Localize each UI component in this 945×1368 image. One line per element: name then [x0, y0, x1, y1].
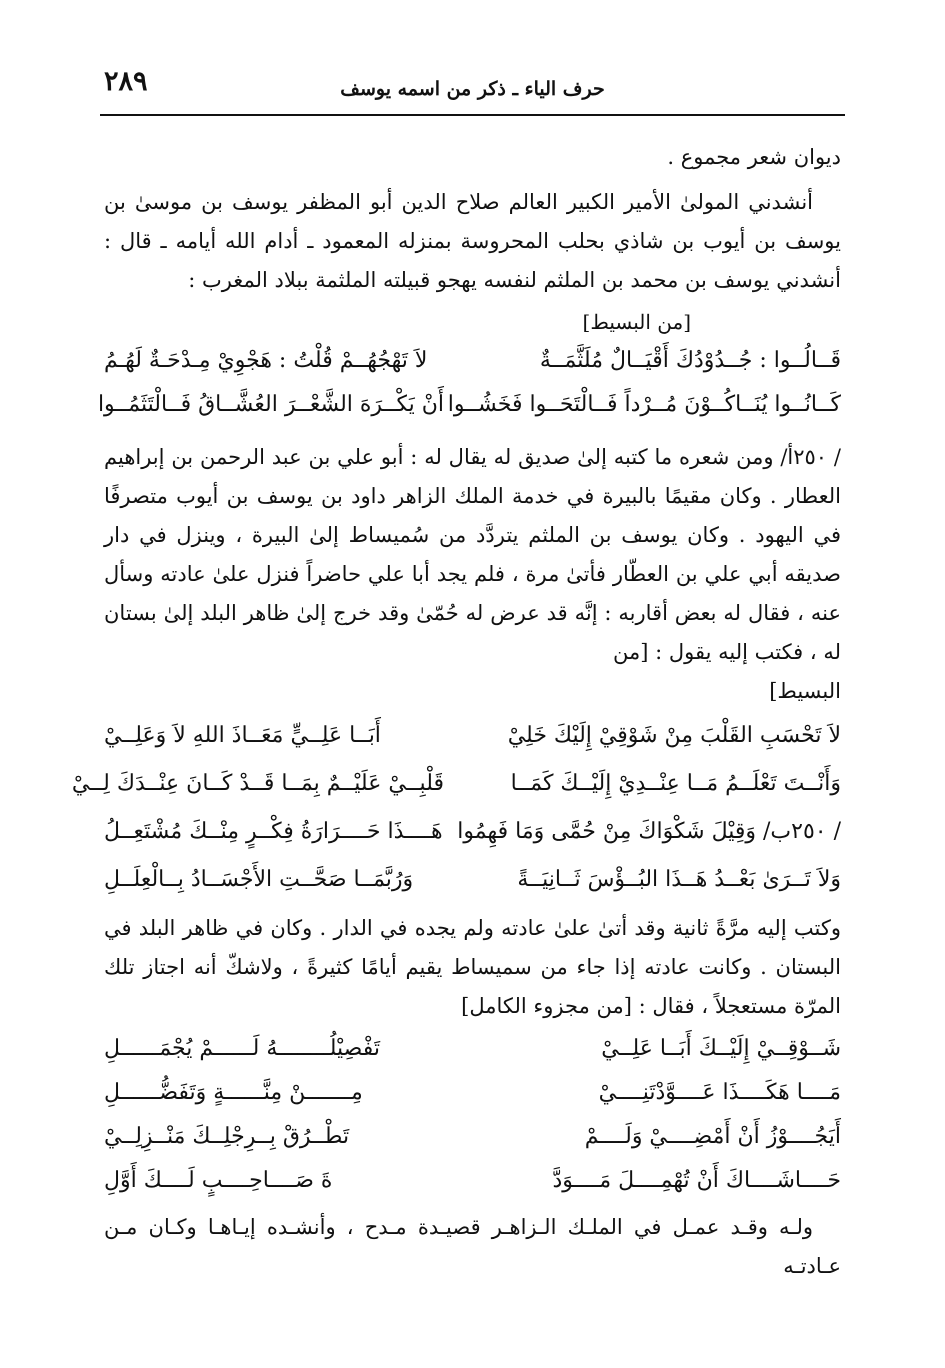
page-body	[71, 138, 841, 1286]
page-header	[100, 60, 845, 120]
hemistich-right: وَأَنْــتَ تَعْلَــمُ مَــا عِنْــدِيْ إِلَيْــكَ كَمَــا	[510, 770, 841, 796]
verse-line	[104, 807, 841, 855]
verse-line	[104, 1070, 841, 1114]
poem-2	[71, 711, 841, 903]
hemistich-left: تَطْــرُقْ بِــرِجْلِــكَ مَنْــزِلِــيْ	[104, 1123, 350, 1149]
hemistich-left: مِـــــــنْ مِنَّــــــةٍ وَتَفَضُّــــــلِ	[104, 1079, 363, 1105]
paragraph-4-text: وكتب إليه مرَّةً ثانية وقد أتىٰ علىٰ عادته ولم يجده في الدار . وكان في ظاهر البلد في البستان . وكانت عادته إذا جاء من سميساط يقيم أيامًا كثيرةً ، ولاشكّ أنه اجتاز تلك المرّة مستعجلاً ، فقال :	[104, 916, 841, 1018]
hemistich-left: تَفْصِيْلُــــــــهُ لَــــــمْ يُجْمَــــــلِ	[104, 1035, 380, 1061]
hemistich-left: وَرُبَّمَــا صَحَّــتِ الأَجْسَــادُ بِــالْعِلَــلِ	[104, 866, 414, 892]
hemistich-left: هَــــذَا حَــــرَارَةُ فِكْــرٍ مِنْــكَ مُشْتَعِــلُ	[104, 818, 443, 844]
verse-line	[71, 759, 841, 807]
poem-3	[104, 1026, 841, 1202]
running-head: حرف الياء ـ ذكر من اسمه يوسف	[340, 78, 605, 100]
paragraph-4	[104, 909, 841, 1026]
verse-line	[104, 855, 841, 903]
poem-1	[97, 338, 841, 426]
hemistich-left: قَلْبِــيْ عَلَيْــمٌ بِمَــا قَــدْ كَــانَ عِنْــدَكَ لِــيْ	[71, 770, 444, 796]
paragraph-2: أنشدني المولىٰ الأمير الكبير العالم صلاح الدين أبو المظفر يوسف بن موسىٰ بن يوسف بن أيوب بن شاذي بحلب المحروسة بمنزله المعمود ـ أدام الله أيامه ـ قال : أنشدني يوسف بن محمد بن الملثم لنفسه يهجو قبيلته الملثمة ببلاد المغرب :	[104, 190, 841, 292]
paragraph-3: / ٢٥٠أ/ ومن شعره ما كتبه إلىٰ صديق له يقال له : أبو علي بن عبد الرحمن بن إبراهيم العطار . وكان مقيمًا بالبيرة في خدمة الملك الزاهر داود بن يوسف بن أيوب متصرفًا في اليهود . وكان يوسف بن الملثم يتردَّد من سُميساط إلىٰ البيرة ، وينزل في دار صديقه أبي علي بن العطّار فأتىٰ مرة ، فلم يجد أبا علي حاضراً فنزل علىٰ عادته وسأل عنه ، فقال له بعض أقاربه : إنَّه قد عرض له حُمّىٰ وقد خرج إلىٰ ظاهر البلد إلىٰ بستان له ، فكتب إليه يقول : [من	[104, 445, 841, 664]
verse-line	[104, 1026, 841, 1070]
hemistich-right: حَــــاشَــــاكَ أَنْ تُهْمِــــلَ مَــــوَدَّ	[552, 1167, 841, 1193]
paragraph-1: ديوان شعر مجموع .	[667, 145, 841, 169]
hemistich-left: أَنْ يَكْــرَهَ الشَّعْــرَ العُشَّــاقُ فَــالْتَثَمُــوا	[97, 391, 444, 417]
hemistich-right: شَــوْقِــيْ إِلَيْــكَ أَبَــا عَلِــيْ	[601, 1035, 841, 1061]
hemistich-right: مَــــا هَكَــــذَا عَــــوَّدْتَنِــــيْ	[598, 1079, 841, 1105]
hemistich-right: قَــالُــوا : جُــدُوْدُكَ أَقْيَــالٌ مُلَثَّمَــةٌ	[539, 347, 841, 373]
hemistich-right: أَيَجُــــوْزُ أَنْ أَمْضِــــيْ وَلَــــمْ	[584, 1123, 841, 1149]
header-rule	[100, 114, 845, 116]
paragraph-5: ولـه وقـد عمـل في الملـك الـزاهـر قصيـدة مـدح ، وأنشـده إيـاهـا وكـان مـن عـادتـه	[104, 1215, 841, 1278]
hemistich-right: وَلاَ تَــرَىٰ بَعْــدُ هَــذَا البُــؤْسَ ثَــانِيَــةً	[517, 866, 841, 892]
verse-line	[97, 382, 841, 426]
hemistich-left: لاَ تَهْجُهُــمْ قُلْتُ : هَجْوِيْ مِـدْحَـةٌ لَهُـمُ	[104, 347, 428, 373]
meter-label-1: [من البسيط]	[582, 310, 691, 334]
page-number: ٢٨٩	[104, 66, 148, 97]
hemistich-right: / ٢٥٠ب/ وَقِيْلَ شَكْوَاكَ مِنْ حُمَّى وَمَا فَهِمُوا	[457, 818, 841, 844]
verse-line	[104, 338, 841, 382]
hemistich-left: أَبَــا عَلِــيٍّ مَعَــاذَ اللهِ لاَ وَعَلِــيْ	[104, 722, 381, 748]
hemistich-right: لاَ تَحْسَبِ القَلْبَ مِنْ شَوْقِيْ إِلَيْكَ خَلِيْ	[507, 722, 841, 748]
verse-line	[104, 1158, 841, 1202]
meter-label-3: [من مجزوء الكامل]	[461, 994, 632, 1018]
verse-line	[104, 1114, 841, 1158]
hemistich-right: كَــانُــوا يُنَــاكُــوْنَ مُــرْداً فَــالْتَحَــوا فَخَشُــوا	[447, 391, 841, 417]
verse-line	[104, 711, 841, 759]
meter-label-2: البسيط]	[769, 679, 841, 703]
hemistich-left: ةَ صَــــاحِــــبٍ لَــــكَ أَوَّلِ	[104, 1167, 333, 1193]
